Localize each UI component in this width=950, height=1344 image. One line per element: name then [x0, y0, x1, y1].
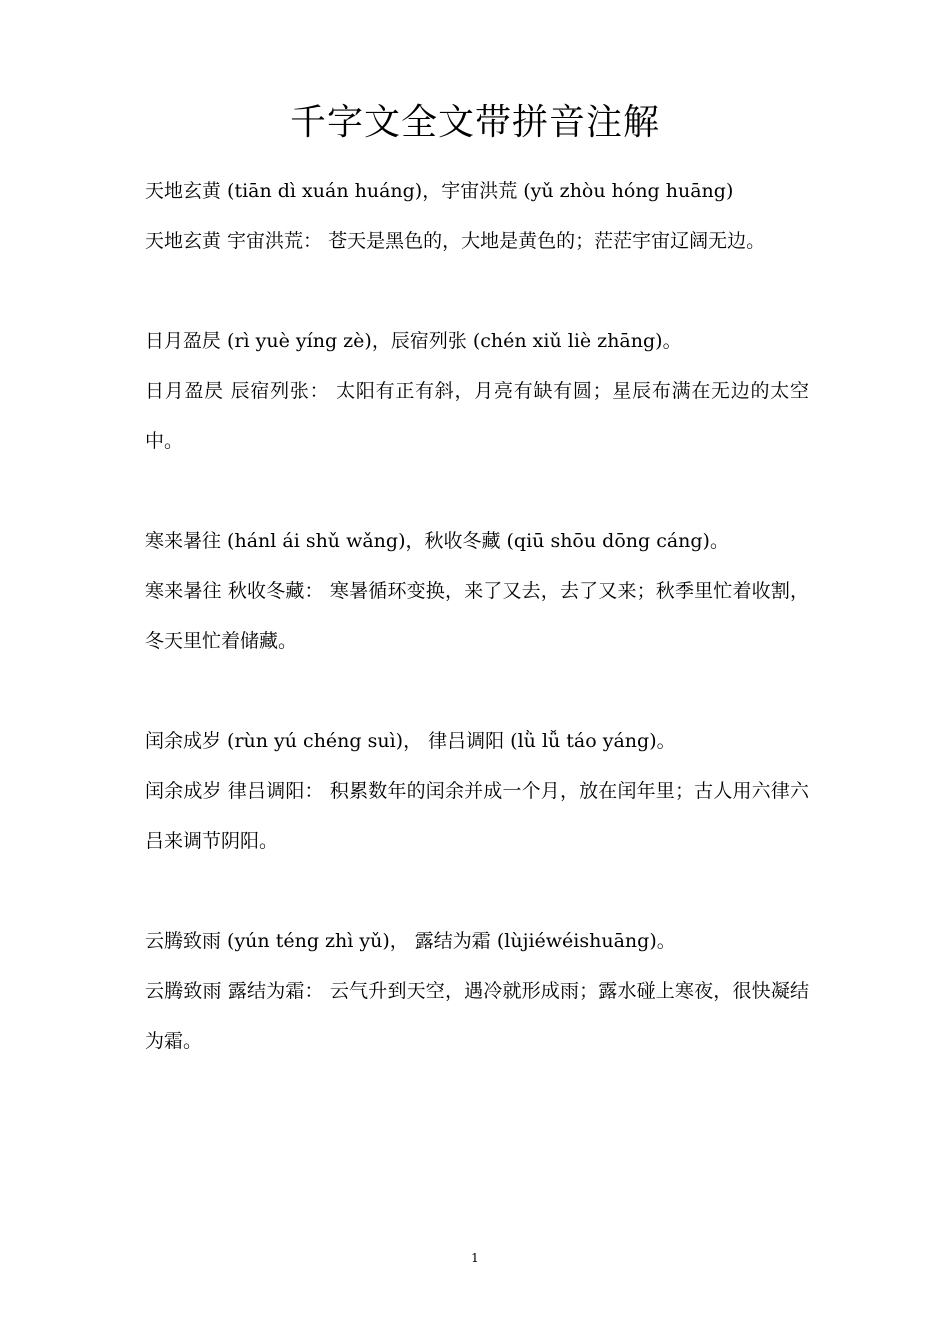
- verse-explanation: 云腾致雨 露结为霜： 云气升到天空，遇冷就形成雨；露水碰上寒夜，很快凝结为霜。: [145, 980, 809, 1052]
- verse-line: 云腾致雨 (yún téng zhì yǔ)， 露结为霜 (lùjiéwéishuāng)。: [145, 930, 676, 952]
- verse-entry: [145, 916, 809, 1066]
- verse-entry: [145, 316, 809, 466]
- verse-entry: [145, 516, 809, 666]
- verse-line: 寒来暑往 (hánl ái shǔ wǎng)，秋收冬藏 (qiū shōu dōng cáng)。: [145, 530, 729, 552]
- verse-explanation: 天地玄黄 宇宙洪荒： 苍天是黑色的，大地是黄色的；茫茫宇宙辽阔无边。: [145, 230, 766, 252]
- verse-explanation: 日月盈昃 辰宿列张： 太阳有正有斜，月亮有缺有圆；星辰布满在无边的太空中。: [145, 380, 809, 452]
- verse-entry: [145, 166, 809, 266]
- verse-explanation: 寒来暑往 秋收冬藏： 寒暑循环变换，来了又去，去了又来；秋季里忙着收割，冬天里忙着储藏。: [145, 580, 809, 652]
- verse-line: 天地玄黄 (tiān dì xuán huáng)，宇宙洪荒 (yǔ zhòu hóng huāng): [145, 180, 734, 202]
- document-body: [145, 166, 809, 1066]
- verse-line: 日月盈昃 (rì yuè yíng zè)，辰宿列张 (chén xiǔ liè zhāng)。: [145, 330, 682, 352]
- verse-line: 闰余成岁 (rùn yú chéng suì)， 律吕调阳 (lǜ lǚ táo yáng)。: [145, 730, 676, 752]
- verse-entry: [145, 716, 809, 866]
- verse-explanation: 闰余成岁 律吕调阳： 积累数年的闰余并成一个月，放在闰年里；古人用六律六吕来调节阴阳。: [145, 780, 809, 852]
- page-title: 千字文全文带拼音注解: [289, 102, 660, 143]
- page-number: 1: [471, 1251, 479, 1265]
